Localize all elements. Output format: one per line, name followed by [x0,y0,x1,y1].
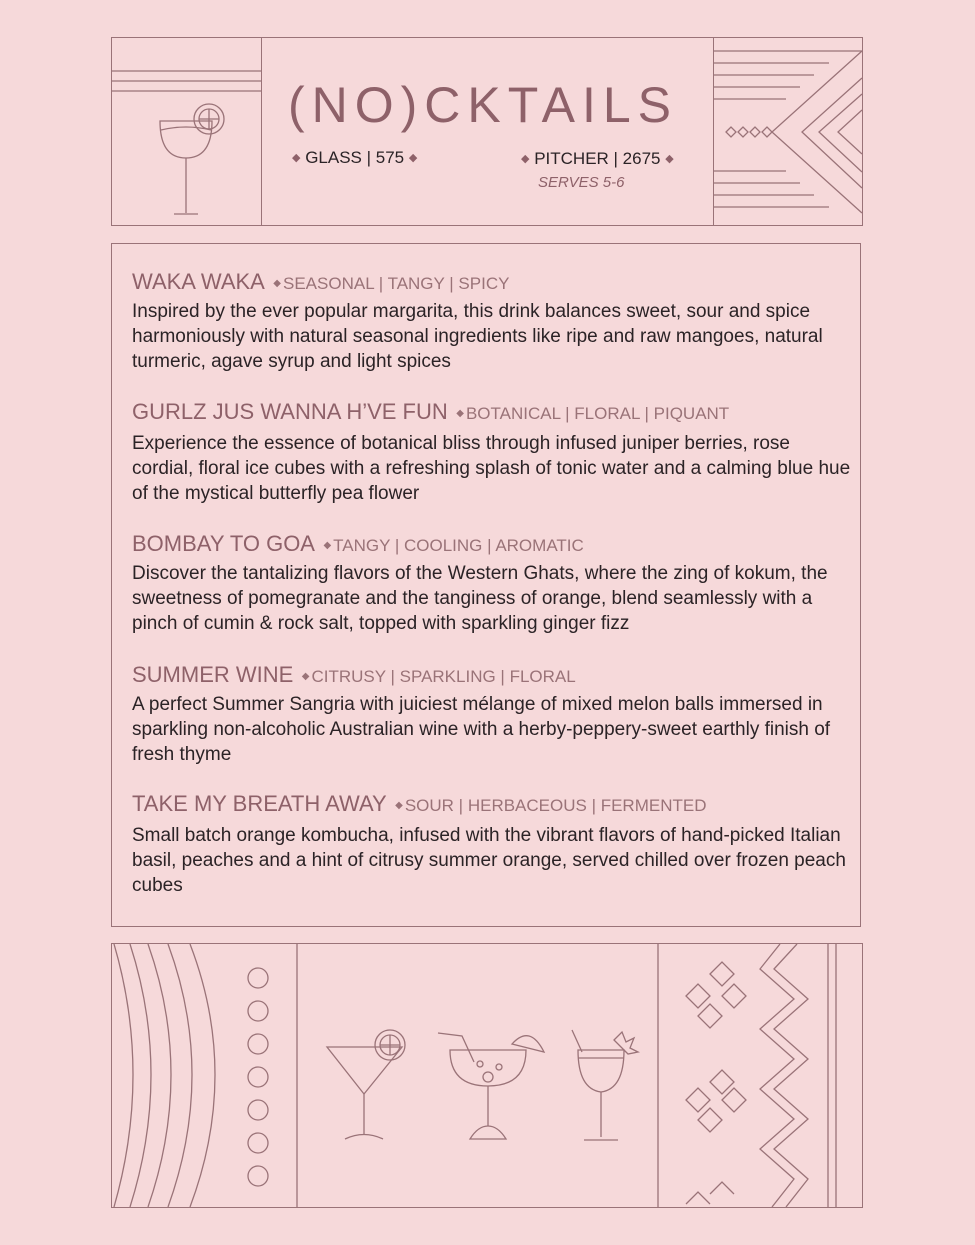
drink-name: SUMMER WINE [132,662,294,687]
pitcher-price [521,149,674,169]
diamond-icon: ◆ [665,153,674,165]
pitcher-price-label: PITCHER | 2675 [534,149,661,168]
drink-description: Discover the tantalizing flavors of the Western Ghats, where the zing of kokum, the sweetness of pomegranate and the tanginess of orange, blend seamlessly with a pinch of cumin & rock salt, topped with sparkling ginger fizz [132,563,828,634]
drink-tags: ◆ CITRUSY | SPARKLING | FLORAL [301,667,576,686]
drink-description: A perfect Summer Sangria with juiciest mélange of mixed melon balls immersed in sparkling non-alcoholic Australian wine with a herby-peppery-sweet earthly finish of fresh thyme [132,694,831,765]
header-banner [111,37,863,226]
diamond-icon: ◆ [301,671,310,682]
garnished-glass-icon [572,1030,638,1140]
drink-name: TAKE MY BREATH AWAY [132,791,387,816]
glass-price-label: GLASS | 575 [305,148,405,167]
drink-description: Experience the essence of botanical bliss through infused juniper berries, rose cordial, floral ice cubes with a refreshing splash of tonic water and a calming blue hue of the mystical butterfly pea flower [132,433,851,504]
margarita-glass-icon [438,1033,544,1139]
drink-tags: ◆ BOTANICAL | FLORAL | PIQUANT [456,404,730,423]
martini-glass-icon [327,1030,405,1139]
diamond-icon: ◆ [323,540,332,551]
zigzag-pattern-icon [760,944,836,1207]
drink-description: Inspired by the ever popular margarita, this drink balances sweet, sour and spice harmoniously with natural seasonal ingredients like ripe and raw mangoes, natural turmeric, agave syrup and light spices [132,301,823,372]
diamond-icon: ◆ [292,152,301,164]
drink-description: Small batch orange kombucha, infused with the vibrant flavors of hand-picked Italian basil, peaches and a hint of citrusy summer orange, served chilled over frozen peach cubes [132,825,846,896]
page-title: (NO)CKTAILS [288,77,678,133]
menu-list [111,243,861,927]
drink-name: WAKA WAKA [132,269,265,294]
diamond-icon: ◆ [273,278,281,289]
menu-item [132,269,852,374]
header-right-panel [713,38,862,225]
diamond-icon: ◆ [456,408,464,419]
geometric-pattern-icon [714,38,862,226]
diamond-icon: ◆ [395,800,403,811]
menu-item [132,662,852,767]
arc-pattern-icon [114,944,215,1207]
diamond-icon: ◆ [521,153,530,165]
diamond-icon: ◆ [408,152,418,164]
serves-note: SERVES 5-6 [538,174,625,191]
diamond-pattern-icon [686,962,746,1204]
drink-name: BOMBAY TO GOA [132,531,315,556]
header-left-panel [112,38,262,225]
dot-column-icon [248,968,268,1186]
footer-banner [111,943,863,1208]
glass-price [292,148,417,168]
menu-item [132,531,852,636]
cocktail-glass-icon [112,38,261,226]
footer-illustration [112,944,862,1207]
drink-tags: ◆ SEASONAL | TANGY | SPICY [273,274,510,293]
drink-tags: ◆ SOUR | HERBACEOUS | FERMENTED [395,796,707,815]
drink-tags: ◆ TANGY | COOLING | AROMATIC [323,536,584,555]
menu-item [132,399,852,506]
drink-name: GURLZ JUS WANNA H’VE FUN [132,399,448,424]
menu-item [132,791,852,898]
